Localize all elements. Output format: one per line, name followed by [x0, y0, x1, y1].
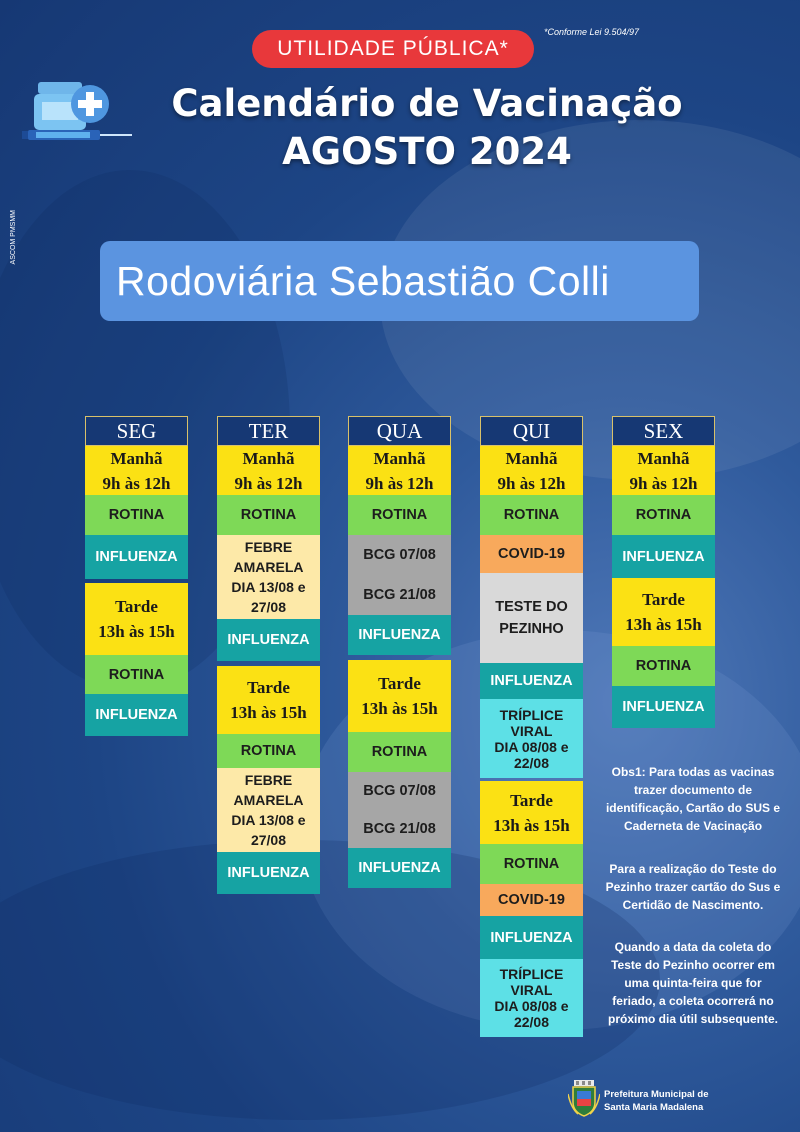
vaccine-cell: ROTINA	[217, 734, 320, 768]
vaccine-cell: BCG 21/08	[348, 575, 451, 615]
vaccine-cell: BCG 07/08	[348, 535, 451, 575]
vaccine-cell: INFLUENZA	[348, 615, 451, 655]
afternoon-slot: Tarde 13h às 15h	[85, 583, 188, 655]
vaccine-cell: TESTE DO PEZINHO	[480, 573, 583, 663]
morning-slot: Manhã 9h às 12h	[348, 446, 451, 495]
afternoon-slot: Tarde 13h às 15h	[612, 578, 715, 646]
location-title: Rodoviária Sebastião Colli	[100, 241, 699, 321]
day-column-qua	[348, 416, 451, 888]
vaccine-cell: TRÍPLICE VIRAL DIA 08/08 e 22/08	[480, 699, 583, 778]
vaccine-cell: ROTINA	[348, 495, 451, 535]
note-obs3: Quando a data da coleta do Teste do Pezinho ocorrer em uma quinta-feira que for feriado, a coleta ocorrerá no próximo dia útil subsequente.	[607, 940, 779, 1026]
vaccine-cell: BCG 07/08	[348, 772, 451, 810]
day-column-sex	[612, 416, 715, 728]
morning-slot: Manhã 9h às 12h	[612, 446, 715, 495]
coat-of-arms-icon	[568, 1080, 600, 1118]
day-header: SEG	[85, 416, 188, 446]
vaccine-cell: ROTINA	[612, 646, 715, 686]
vaccine-cell: INFLUENZA	[85, 694, 188, 736]
morning-slot: Manhã 9h às 12h	[85, 446, 188, 495]
afternoon-slot: Tarde 13h às 15h	[217, 666, 320, 734]
page-subtitle: AGOSTO 2024	[282, 130, 572, 173]
page-title: Calendário de Vacinação	[171, 82, 683, 125]
afternoon-slot: Tarde 13h às 15h	[348, 660, 451, 732]
public-utility-badge: UTILIDADE PÚBLICA*	[252, 30, 534, 68]
day-column-seg	[85, 416, 188, 736]
vaccine-cell: COVID-19	[480, 535, 583, 573]
vaccine-cell: COVID-19	[480, 884, 583, 916]
note-obs1: Obs1: Para todas as vacinas trazer documento de identificação, Cartão do SUS e Caderneta de Vacinação	[605, 765, 781, 833]
credit-text: ASCOM PMSMM	[10, 210, 17, 265]
note-obs2: Para a realização do Teste do Pezinho trazer cartão do Sus e Certidão de Nascimento.	[605, 862, 781, 912]
day-column-ter	[217, 416, 320, 894]
vaccine-cell: FEBRE AMARELA DIA 13/08 e 27/08	[217, 768, 320, 852]
day-header: TER	[217, 416, 320, 446]
day-header: QUA	[348, 416, 451, 446]
day-header: QUI	[480, 416, 583, 446]
vaccine-cell: INFLUENZA	[85, 535, 188, 579]
vaccine-cell: ROTINA	[217, 495, 320, 535]
footer-org-name	[604, 1088, 709, 1114]
day-header: SEX	[612, 416, 715, 446]
footer-line2: Santa Maria Madalena	[604, 1102, 704, 1113]
morning-slot: Manhã 9h às 12h	[217, 446, 320, 495]
footer-line1: Prefeitura Municipal de	[604, 1089, 709, 1100]
vaccine-cell: ROTINA	[612, 495, 715, 535]
vaccine-cell: INFLUENZA	[217, 852, 320, 894]
vaccine-cell: ROTINA	[348, 732, 451, 772]
morning-slot: Manhã 9h às 12h	[480, 446, 583, 495]
vaccine-cell: ROTINA	[480, 844, 583, 884]
law-note: *Conforme Lei 9.504/97	[544, 27, 640, 37]
vaccine-cell: INFLUENZA	[217, 619, 320, 661]
vaccine-cell: TRÍPLICE VIRAL DIA 08/08 e 22/08	[480, 959, 583, 1037]
vaccine-cell: INFLUENZA	[612, 686, 715, 728]
vaccine-cell: INFLUENZA	[612, 535, 715, 578]
vaccine-cell: ROTINA	[85, 495, 188, 535]
day-column-qui	[480, 416, 583, 1037]
vaccine-cell: ROTINA	[480, 495, 583, 535]
vaccine-cell: FEBRE AMARELA DIA 13/08 e 27/08	[217, 535, 320, 619]
vaccine-cell: INFLUENZA	[480, 663, 583, 699]
vaccine-cell: INFLUENZA	[348, 848, 451, 888]
vaccine-cell: INFLUENZA	[480, 916, 583, 959]
vaccine-cell: BCG 21/08	[348, 810, 451, 848]
afternoon-slot: Tarde 13h às 15h	[480, 781, 583, 844]
vaccine-cell: ROTINA	[85, 655, 188, 694]
